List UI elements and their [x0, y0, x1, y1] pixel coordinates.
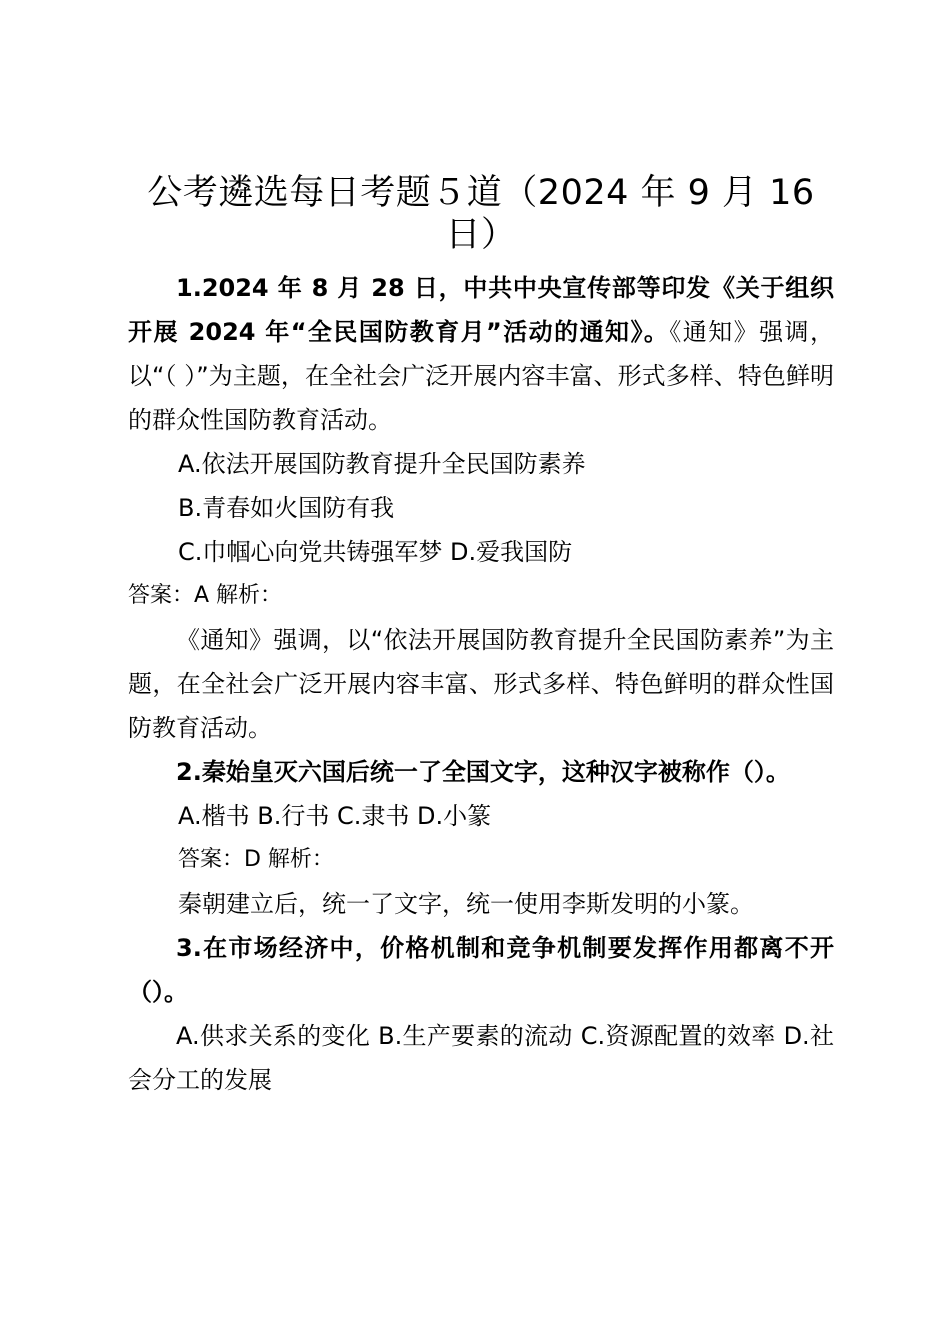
question-1-stem-bold: 1.2024 年 8 月 28 日，中共中央宣传部等印发《关于组织开展 2024 年“全民国防教育月”活动的通知》。	[128, 274, 834, 346]
question-1-analysis: 《通知》强调，以“依法开展国防教育提升全民国防素养”为主题，在全社会广泛开展内容丰富、形式多样、特色鲜明的群众性国防教育活动。	[128, 626, 834, 742]
question-1-option-b: B.青春如火国防有我	[178, 494, 395, 522]
question-1-option-cd: C.巾帼心向党共铸强军梦 D.爱我国防	[178, 538, 573, 566]
question-2-analysis: 秦朝建立后，统一了文字，统一使用李斯发明的小篆。	[178, 890, 754, 918]
question-2-stem: 2.秦始皇灭六国后统一了全国文字，这种汉字被称作（）。	[176, 758, 790, 786]
question-3-stem: 3.在市场经济中，价格机制和竞争机制要发挥作用都离不开（）。	[128, 934, 834, 1006]
page-title: 公考遴选每日考题５道（2024 年 9 月 16 日）	[147, 173, 815, 255]
question-1-option-a: A.依法开展国防教育提升全民国防素养	[178, 450, 586, 478]
document-page	[128, 172, 834, 1102]
question-2-answer: 答案：D 解析：	[178, 847, 334, 872]
question-1-stem	[128, 266, 834, 442]
question-2-options: A.楷书 B.行书 C.隶书 D.小篆	[178, 802, 492, 830]
question-1-answer: 答案：A 解析：	[128, 583, 283, 608]
question-3-options: A.供求关系的变化 B.生产要素的流动 C.资源配置的效率 D.社会分工的发展	[128, 1022, 834, 1094]
question-1-stem-rest: 《通知》强调，以“（ ）”为主题，在全社会广泛开展内容丰富、形式多样、特色鲜明的群众性国防教育活动。	[128, 318, 834, 434]
